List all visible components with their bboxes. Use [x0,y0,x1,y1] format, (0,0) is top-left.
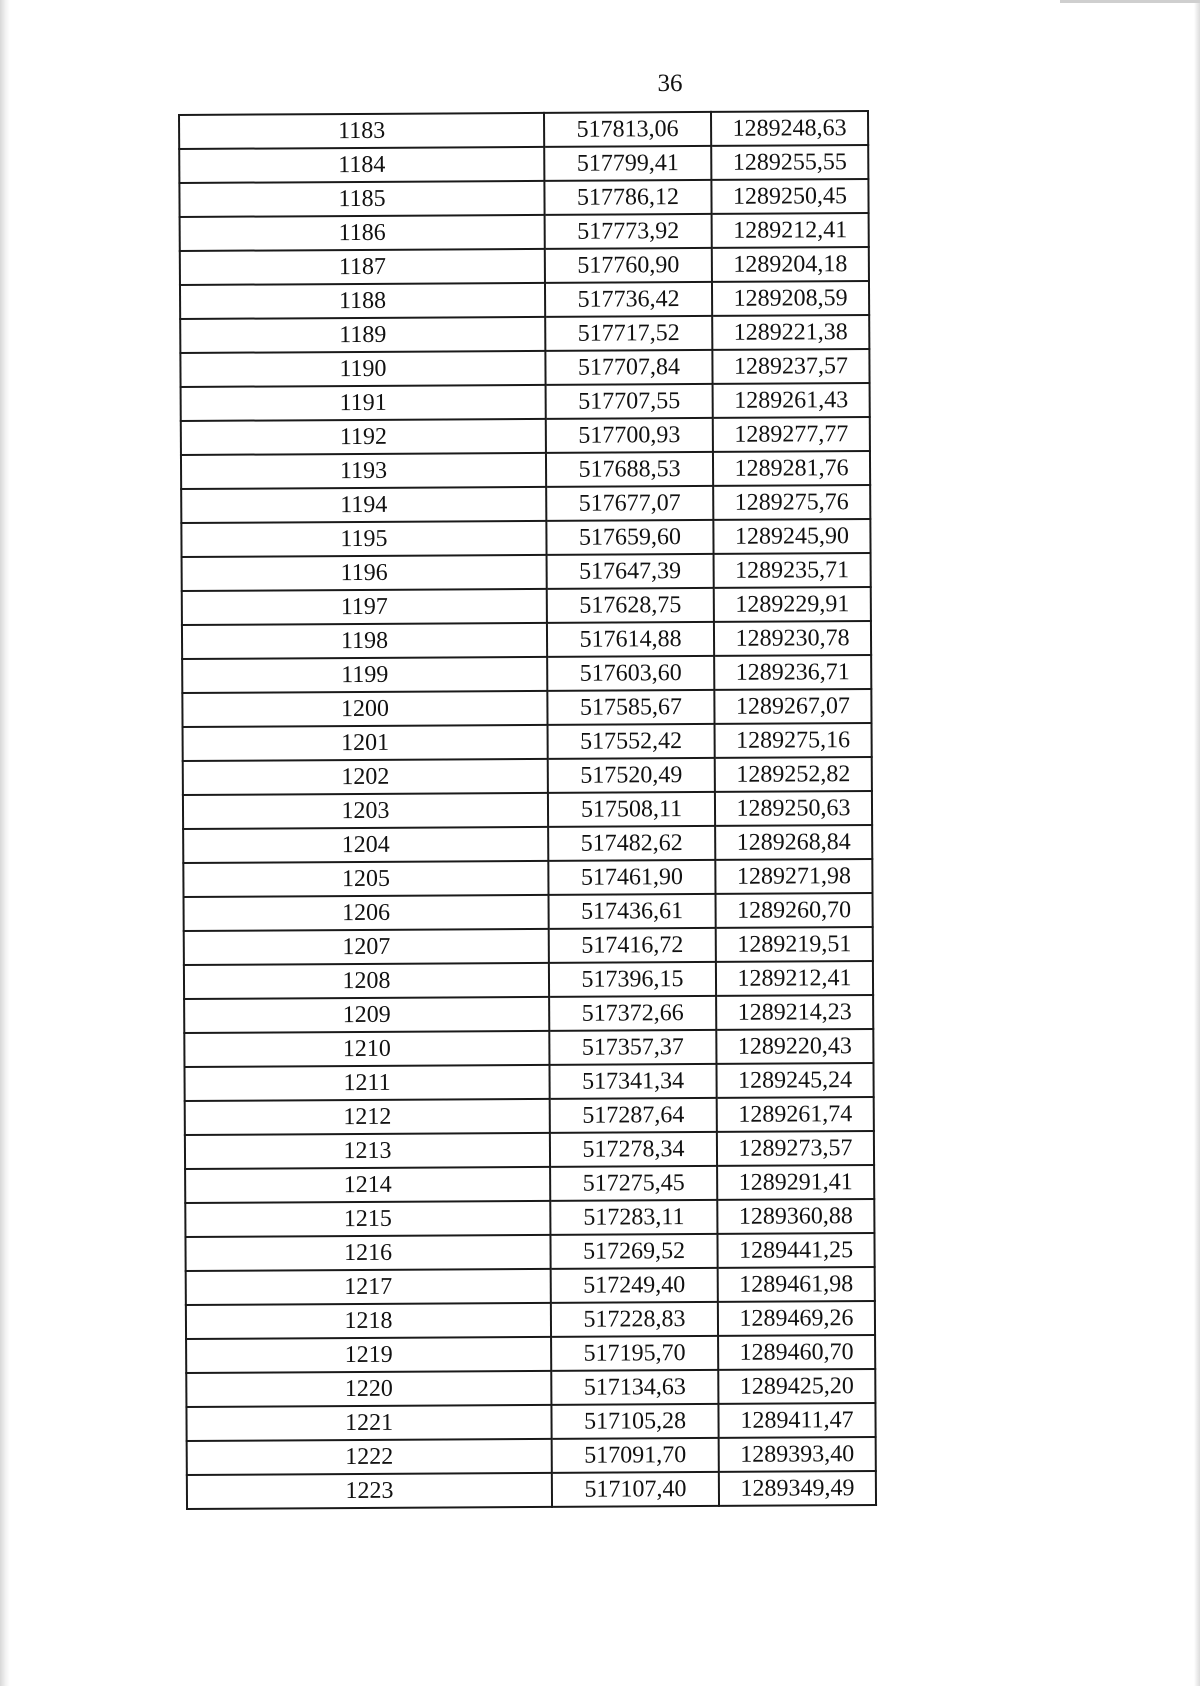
table-row [183,791,872,829]
y-coordinate-cell: 1289220,43 [716,1029,873,1064]
point-number-cell: 1209 [184,997,549,1033]
y-coordinate-cell: 1289261,74 [717,1097,874,1132]
point-number-cell: 1223 [187,1473,552,1509]
point-number-cell: 1194 [181,487,546,523]
table-row [182,655,871,693]
y-coordinate-cell: 1289360,88 [717,1199,874,1234]
table-row [186,1335,875,1373]
x-coordinate-cell: 517287,64 [550,1098,717,1133]
x-coordinate-cell: 517813,06 [544,112,711,147]
table-row [186,1301,875,1339]
table-row [180,315,869,353]
y-coordinate-cell: 1289461,98 [718,1267,875,1302]
y-coordinate-cell: 1289214,23 [716,995,873,1030]
point-number-cell: 1220 [186,1371,551,1407]
x-coordinate-cell: 517628,75 [547,588,714,623]
table-row [179,111,868,149]
table-row [187,1471,876,1509]
x-coordinate-cell: 517677,07 [546,486,713,521]
point-number-cell: 1187 [180,249,545,285]
table-row [179,145,868,183]
point-number-cell: 1208 [184,963,549,999]
table-row [180,213,869,251]
y-coordinate-cell: 1289248,63 [711,111,868,146]
x-coordinate-cell: 517707,55 [546,384,713,419]
x-coordinate-cell: 517773,92 [545,214,712,249]
point-number-cell: 1219 [186,1337,551,1373]
y-coordinate-cell: 1289245,24 [716,1063,873,1098]
point-number-cell: 1222 [187,1439,552,1475]
y-coordinate-cell: 1289235,71 [714,553,871,588]
point-number-cell: 1199 [182,657,547,693]
y-coordinate-cell: 1289237,57 [712,349,869,384]
y-coordinate-cell: 1289393,40 [719,1437,876,1472]
y-coordinate-cell: 1289219,51 [716,927,873,962]
table-row [181,519,870,557]
y-coordinate-cell: 1289255,55 [711,145,868,180]
table-row [186,1369,875,1407]
table-row [185,1097,874,1135]
point-number-cell: 1212 [185,1099,550,1135]
coordinates-table [178,110,877,1510]
y-coordinate-cell: 1289277,77 [713,417,870,452]
point-number-cell: 1188 [180,283,545,319]
point-number-cell: 1203 [183,793,548,829]
table-row [180,247,869,285]
point-number-cell: 1196 [182,555,547,591]
table-row [183,757,872,795]
y-coordinate-cell: 1289261,43 [713,383,870,418]
point-number-cell: 1190 [180,351,545,387]
table-row [184,893,873,931]
table-row [184,927,873,965]
table-row [181,451,870,489]
coordinates-table-wrapper [178,110,877,1510]
point-number-cell: 1213 [185,1133,550,1169]
y-coordinate-cell: 1289271,98 [715,859,872,894]
table-row [183,825,872,863]
x-coordinate-cell: 517269,52 [550,1234,717,1269]
table-row [181,485,870,523]
point-number-cell: 1186 [180,215,545,251]
point-number-cell: 1185 [179,181,544,217]
y-coordinate-cell: 1289291,41 [717,1165,874,1200]
x-coordinate-cell: 517552,42 [548,724,715,759]
x-coordinate-cell: 517659,60 [546,520,713,555]
x-coordinate-cell: 517707,84 [545,350,712,385]
table-row [181,417,870,455]
point-number-cell: 1184 [179,147,544,183]
point-number-cell: 1211 [184,1065,549,1101]
table-row [185,1165,874,1203]
coordinates-table-body [179,111,876,1509]
x-coordinate-cell: 517688,53 [546,452,713,487]
point-number-cell: 1204 [183,827,548,863]
y-coordinate-cell: 1289411,47 [718,1403,875,1438]
x-coordinate-cell: 517278,34 [550,1132,717,1167]
table-row [180,349,869,387]
table-row [183,723,872,761]
y-coordinate-cell: 1289425,20 [718,1369,875,1404]
y-coordinate-cell: 1289230,78 [714,621,871,656]
point-number-cell: 1197 [182,589,547,625]
y-coordinate-cell: 1289275,76 [713,485,870,520]
y-coordinate-cell: 1289349,49 [719,1471,876,1506]
table-row [187,1437,876,1475]
table-row [185,1199,874,1237]
point-number-cell: 1189 [180,317,545,353]
point-number-cell: 1205 [183,861,548,897]
x-coordinate-cell: 517647,39 [547,554,714,589]
x-coordinate-cell: 517341,34 [549,1064,716,1099]
table-row [182,689,871,727]
point-number-cell: 1191 [181,385,546,421]
point-number-cell: 1183 [179,113,544,149]
y-coordinate-cell: 1289460,70 [718,1335,875,1370]
point-number-cell: 1207 [184,929,549,965]
x-coordinate-cell: 517091,70 [552,1438,719,1473]
point-number-cell: 1218 [186,1303,551,1339]
x-coordinate-cell: 517786,12 [544,180,711,215]
y-coordinate-cell: 1289267,07 [714,689,871,724]
point-number-cell: 1206 [184,895,549,931]
table-row [182,621,871,659]
y-coordinate-cell: 1289204,18 [712,247,869,282]
x-coordinate-cell: 517134,63 [551,1370,718,1405]
point-number-cell: 1200 [182,691,547,727]
point-number-cell: 1216 [185,1235,550,1271]
table-row [184,961,873,999]
point-number-cell: 1214 [185,1167,550,1203]
table-row [186,1267,875,1305]
x-coordinate-cell: 517357,37 [549,1030,716,1065]
point-number-cell: 1217 [186,1269,551,1305]
scan-edge-top [1060,0,1200,3]
x-coordinate-cell: 517372,66 [549,996,716,1031]
point-number-cell: 1198 [182,623,547,659]
y-coordinate-cell: 1289275,16 [715,723,872,758]
x-coordinate-cell: 517482,62 [548,826,715,861]
page-number: 36 [657,70,683,97]
point-number-cell: 1215 [185,1201,550,1237]
y-coordinate-cell: 1289260,70 [716,893,873,928]
y-coordinate-cell: 1289236,71 [714,655,871,690]
x-coordinate-cell: 517736,42 [545,282,712,317]
table-row [179,179,868,217]
y-coordinate-cell: 1289268,84 [715,825,872,860]
x-coordinate-cell: 517416,72 [549,928,716,963]
point-number-cell: 1193 [181,453,546,489]
x-coordinate-cell: 517717,52 [545,316,712,351]
x-coordinate-cell: 517195,70 [551,1336,718,1371]
point-number-cell: 1195 [181,521,546,557]
point-number-cell: 1221 [186,1405,551,1441]
x-coordinate-cell: 517603,60 [547,656,714,691]
scan-edge-right [1194,0,1200,1686]
x-coordinate-cell: 517760,90 [545,248,712,283]
scan-edge-left [0,0,10,1686]
x-coordinate-cell: 517283,11 [550,1200,717,1235]
table-row [184,1029,873,1067]
table-row [182,553,871,591]
y-coordinate-cell: 1289221,38 [712,315,869,350]
table-row [181,383,870,421]
x-coordinate-cell: 517396,15 [549,962,716,997]
y-coordinate-cell: 1289212,41 [716,961,873,996]
x-coordinate-cell: 517436,61 [549,894,716,929]
x-coordinate-cell: 517105,28 [551,1404,718,1439]
x-coordinate-cell: 517799,41 [544,146,711,181]
y-coordinate-cell: 1289281,76 [713,451,870,486]
y-coordinate-cell: 1289212,41 [712,213,869,248]
x-coordinate-cell: 517461,90 [548,860,715,895]
y-coordinate-cell: 1289250,45 [711,179,868,214]
table-row [182,587,871,625]
point-number-cell: 1210 [184,1031,549,1067]
x-coordinate-cell: 517520,49 [548,758,715,793]
table-row [180,281,869,319]
table-row [184,1063,873,1101]
point-number-cell: 1192 [181,419,546,455]
x-coordinate-cell: 517228,83 [551,1302,718,1337]
x-coordinate-cell: 517107,40 [552,1472,719,1507]
y-coordinate-cell: 1289245,90 [713,519,870,554]
x-coordinate-cell: 517508,11 [548,792,715,827]
x-coordinate-cell: 517700,93 [546,418,713,453]
x-coordinate-cell: 517614,88 [547,622,714,657]
point-number-cell: 1202 [183,759,548,795]
table-row [185,1131,874,1169]
table-row [186,1403,875,1441]
x-coordinate-cell: 517585,67 [547,690,714,725]
table-row [184,995,873,1033]
y-coordinate-cell: 1289273,57 [717,1131,874,1166]
y-coordinate-cell: 1289252,82 [715,757,872,792]
point-number-cell: 1201 [183,725,548,761]
y-coordinate-cell: 1289469,26 [718,1301,875,1336]
y-coordinate-cell: 1289250,63 [715,791,872,826]
table-row [185,1233,874,1271]
x-coordinate-cell: 517275,45 [550,1166,717,1201]
table-row [183,859,872,897]
y-coordinate-cell: 1289441,25 [717,1233,874,1268]
y-coordinate-cell: 1289208,59 [712,281,869,316]
y-coordinate-cell: 1289229,91 [714,587,871,622]
x-coordinate-cell: 517249,40 [551,1268,718,1303]
